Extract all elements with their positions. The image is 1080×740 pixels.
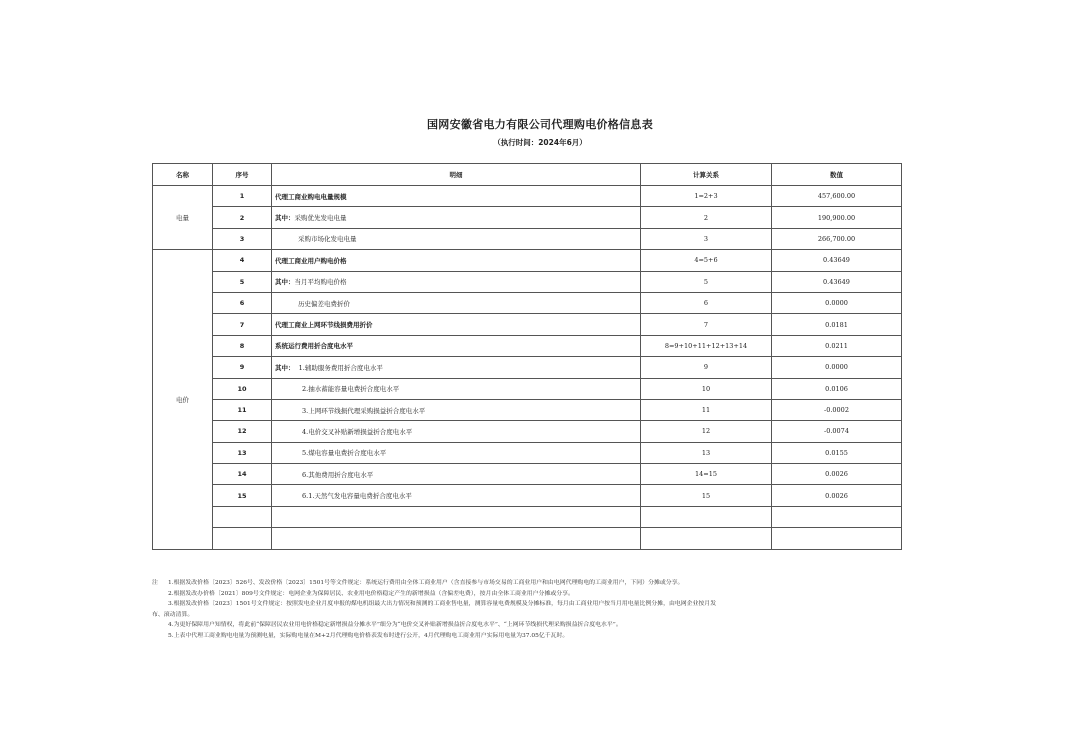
page-subtitle: （执行时间：2024年6月）: [493, 138, 587, 147]
row-detail: [272, 442, 641, 463]
table-header-row: [153, 164, 902, 186]
header-seq: 序号: [213, 164, 272, 186]
empty-cell: [641, 528, 772, 549]
row-seq: 8: [213, 335, 272, 356]
row-value: 0.0106: [772, 378, 902, 399]
empty-cell: [772, 506, 902, 527]
table-row: [153, 207, 902, 228]
row-detail-text: 3.上网环节线损代理采购损益折合度电水平: [302, 406, 426, 415]
row-detail-text: 4.电价交叉补贴新增损益折合度电水平: [302, 427, 413, 436]
header-name: 名称: [153, 164, 213, 186]
row-seq: 13: [213, 442, 272, 463]
row-detail: [272, 357, 641, 378]
row-calc: 15: [641, 485, 772, 506]
table-row: [153, 421, 902, 442]
table-row: [153, 378, 902, 399]
row-detail: [272, 186, 641, 207]
row-value: 0.43649: [772, 250, 902, 271]
table-row-empty: [153, 506, 902, 527]
group-label-price: 电价: [153, 250, 213, 549]
row-detail: [272, 228, 641, 249]
row-detail-text: 6.其他费用折合度电水平: [302, 470, 374, 479]
row-seq: 4: [213, 250, 272, 271]
empty-cell: [641, 506, 772, 527]
row-seq: 15: [213, 485, 272, 506]
note-5: 5.上表中代理工商业购电电量为预测电量，实际购电量在M+2月代理购电价格表发布时进行公开，4月代理购电工商业用户实际用电量为37.05亿千瓦时。: [168, 632, 569, 639]
row-calc: 8=9+10+11+12+13+14: [641, 335, 772, 356]
row-value: 0.0026: [772, 464, 902, 485]
note-2: 2.根据发改办价格〔2021〕809号文件规定：电网企业为保障居民、农业用电价格稳定产生的新增损益（含偏差电费），按月由全体工商业用户分摊或分享。: [168, 590, 574, 597]
row-value: -0.0002: [772, 399, 902, 420]
row-seq: 1: [213, 186, 272, 207]
note-4: 4.为更好保障用户知情权，将此前“保障居民农业用电价格稳定新增损益分摊水平”细分为“电价交叉补贴新增损益折合度电水平”、“上网环节线损代理采购损益折合度电水平”。: [168, 622, 622, 628]
page-title: 国网安徽省电力有限公司代理购电价格信息表: [427, 118, 653, 131]
table-row: [153, 399, 902, 420]
header-value: 数值: [772, 164, 902, 186]
table-row-empty: [153, 528, 902, 549]
row-calc: 12: [641, 421, 772, 442]
row-calc: 4=5+6: [641, 250, 772, 271]
row-seq: 10: [213, 378, 272, 399]
note-1: [152, 578, 912, 589]
row-value: 190,900.00: [772, 207, 902, 228]
row-prefix: 其中：: [275, 278, 295, 287]
price-info-table: [152, 163, 902, 550]
note-3-cont: 布、滚动清算。: [152, 611, 194, 618]
row-detail: [272, 250, 641, 271]
table-row: [153, 250, 902, 271]
row-detail-text: 历史偏差电费折价: [298, 299, 350, 308]
row-detail-text: 代理工商业购电电量规模: [275, 192, 347, 201]
table-row: [153, 186, 902, 207]
row-detail: [272, 292, 641, 313]
row-value: 266,700.00: [772, 228, 902, 249]
row-calc: 5: [641, 271, 772, 292]
row-seq: 5: [213, 271, 272, 292]
row-value: 0.0026: [772, 485, 902, 506]
table-row: [153, 271, 902, 292]
row-value: 0.0211: [772, 335, 902, 356]
header-detail: 明细: [272, 164, 641, 186]
table-row: [153, 485, 902, 506]
row-detail: [272, 378, 641, 399]
row-seq: 7: [213, 314, 272, 335]
row-detail-text: 1.辅助服务费用折合度电水平: [298, 363, 383, 372]
row-calc: 2: [641, 207, 772, 228]
empty-cell: [213, 528, 272, 549]
empty-cell: [272, 506, 641, 527]
row-seq: 12: [213, 421, 272, 442]
row-value: -0.0074: [772, 421, 902, 442]
row-value: 0.0000: [772, 357, 902, 378]
row-detail-text: 2.抽水蓄能容量电费折合度电水平: [302, 385, 400, 394]
row-detail: [272, 464, 641, 485]
row-calc: 13: [641, 442, 772, 463]
row-detail: [272, 399, 641, 420]
row-calc: 11: [641, 399, 772, 420]
empty-cell: [772, 528, 902, 549]
row-detail-text: 5.煤电容量电费折合度电水平: [302, 449, 387, 458]
table-row: [153, 357, 902, 378]
notes-label: 注: [152, 580, 158, 586]
row-seq: 2: [213, 207, 272, 228]
row-detail-text: 系统运行费用折合度电水平: [275, 342, 353, 351]
row-value: 0.0181: [772, 314, 902, 335]
table-row: [153, 442, 902, 463]
row-calc: 14=15: [641, 464, 772, 485]
table-row: [153, 464, 902, 485]
row-detail: [272, 314, 641, 335]
row-seq: 3: [213, 228, 272, 249]
row-detail-text: 代理工商业用户购电价格: [275, 256, 347, 265]
row-detail: [272, 485, 641, 506]
row-detail-text: 采购市场化发电电量: [298, 235, 357, 244]
row-value: 0.0155: [772, 442, 902, 463]
row-calc: 6: [641, 292, 772, 313]
note-1-text: 1.根据发改价格〔2023〕526号、发改价格〔2023〕1501号等文件规定：系统运行费用由全体工商业用户（含直接参与市场交易的工商业用户和由电网代理购电的工商业用户，下同）分摊或分享。: [168, 580, 684, 586]
table-row: [153, 292, 902, 313]
row-seq: 14: [213, 464, 272, 485]
row-detail-text: 6.1.天然气发电容量电费折合度电水平: [302, 492, 412, 501]
table-row: [153, 335, 902, 356]
footnotes: [152, 578, 912, 641]
row-detail: [272, 207, 641, 228]
row-calc: 3: [641, 228, 772, 249]
row-value: 0.43649: [772, 271, 902, 292]
empty-cell: [272, 528, 641, 549]
row-detail: [272, 421, 641, 442]
empty-cell: [213, 506, 272, 527]
table-row: [153, 228, 902, 249]
header-calc: 计算关系: [641, 164, 772, 186]
row-calc: 9: [641, 357, 772, 378]
table-row: [153, 314, 902, 335]
row-value: 0.0000: [772, 292, 902, 313]
row-detail: [272, 271, 641, 292]
row-prefix: 其中：: [275, 214, 295, 223]
row-seq: 9: [213, 357, 272, 378]
row-value: 457,600.00: [772, 186, 902, 207]
row-seq: 6: [213, 292, 272, 313]
row-seq: 11: [213, 399, 272, 420]
row-detail-text: 代理工商业上网环节线损费用折价: [275, 321, 373, 330]
row-detail: [272, 335, 641, 356]
group-label-electricity: 电量: [153, 186, 213, 250]
row-detail-text: 采购优先发电电量: [294, 214, 347, 223]
row-calc: 1=2+3: [641, 186, 772, 207]
row-calc: 10: [641, 378, 772, 399]
row-detail-text: 当月平均购电价格: [294, 278, 347, 287]
note-3: 3.根据发改价格〔2023〕1501号文件规定：按照发电企业月度申报的煤电机组最大出力情况和预测的工商业售电量，测算容量电费规模及分摊标准，每月由工商业用户按当月用电量比例分摊，由电网企业按月发: [168, 601, 717, 607]
row-prefix: 其中：: [275, 363, 295, 372]
row-calc: 7: [641, 314, 772, 335]
